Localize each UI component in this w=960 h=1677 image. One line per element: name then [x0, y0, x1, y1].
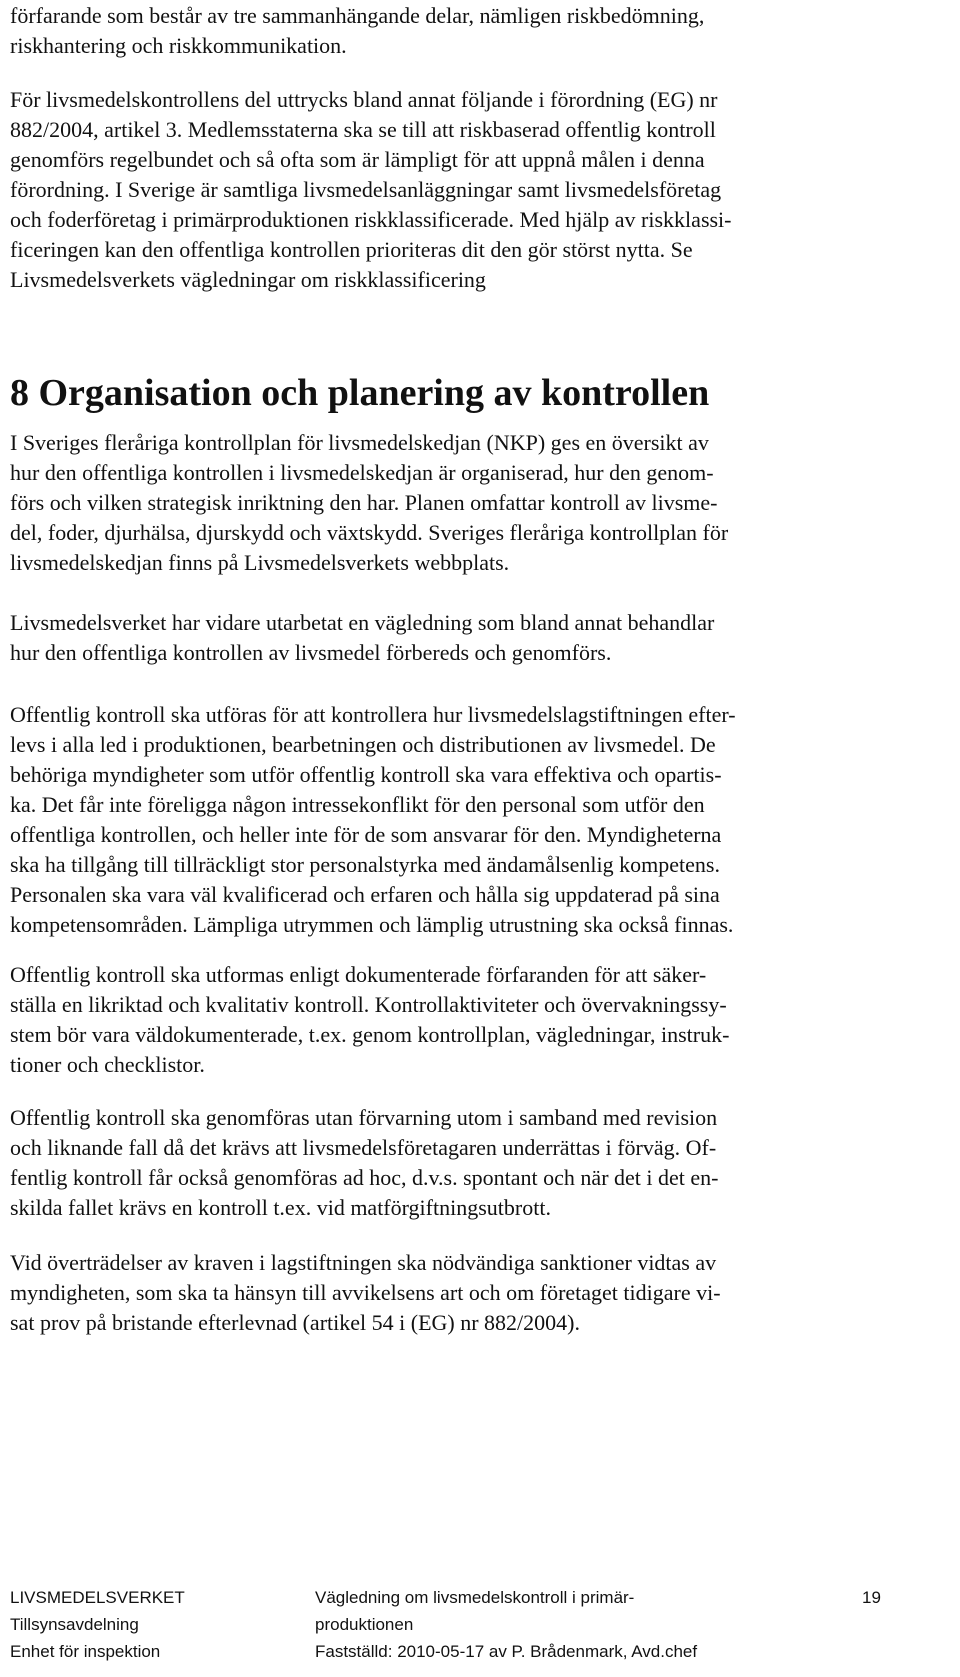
- text-line: Offentlig kontroll ska utföras för att kontrollera hur livsmedelslagstiftningen efter-: [10, 702, 736, 727]
- text-line: förs och vilken strategisk inriktning den har. Planen omfattar kontroll av livsme-: [10, 490, 718, 515]
- footer-department: Tillsynsavdelning: [10, 1615, 139, 1634]
- section-heading: 8 Organisation och planering av kontrollen: [10, 372, 710, 414]
- footer-approval: Fastställd: 2010-05-17 av P. Brådenmark, Avd.chef: [315, 1642, 698, 1661]
- intro-paragraph-main: [10, 85, 900, 295]
- intro-paragraph-top: [10, 1, 900, 61]
- paragraph-sanctions: [10, 1248, 900, 1338]
- text-line: offentliga kontrollen, och heller inte för de som ansvarar för den. Myndigheterna: [10, 822, 722, 847]
- text-line: genomförs regelbundet och så ofta som är lämpligt för att uppnå målen i denna: [10, 147, 705, 172]
- text-line: Vid överträdelser av kraven i lagstiftningen ska nödvändiga sanktioner vidtas av: [10, 1250, 717, 1275]
- text-line: I Sveriges fleråriga kontrollplan för livsmedelskedjan (NKP) ges en översikt av: [10, 430, 709, 455]
- text-line: förfarande som består av tre sammanhängande delar, nämligen riskbedömning,: [10, 3, 705, 28]
- text-line: förordning. I Sverige är samtliga livsmedelsanläggningar samt livsmedelsföretag: [10, 177, 722, 202]
- text-line: behöriga myndigheter som utför offentlig kontroll ska vara effektiva och opartis-: [10, 762, 722, 787]
- footer-org-name: LIVSMEDELSVERKET: [10, 1588, 185, 1607]
- footer-organisation: [10, 1584, 185, 1665]
- text-line: del, foder, djurhälsa, djurskydd och växtskydd. Sveriges fleråriga kontrollplan för: [10, 520, 729, 545]
- text-line: och foderföretag i primärproduktionen riskklassificerade. Med hjälp av riskklassi-: [10, 207, 732, 232]
- text-line: skilda fallet krävs en kontroll t.ex. vid matförgiftningsutbrott.: [10, 1195, 551, 1220]
- paragraph-unannounced-control: [10, 1103, 900, 1223]
- text-line: kompetensområden. Lämpliga utrymmen och lämplig utrustning ska också finnas.: [10, 912, 734, 937]
- text-line: levs i alla led i produktionen, bearbetningen och distributionen av livsmedel. De: [10, 732, 716, 757]
- text-line: Personalen ska vara väl kvalificerad och erfaren och hålla sig uppdaterad på sina: [10, 882, 720, 907]
- paragraph-control-execution: [10, 700, 900, 940]
- text-line: riskhantering och riskkommunikation.: [10, 33, 347, 58]
- text-line: ficeringen kan den offentliga kontrollen prioriteras dit den gör störst nytta. Se: [10, 237, 693, 262]
- footer-doc-title-cont: produktionen: [315, 1615, 414, 1634]
- text-line: ställa en likriktad och kvalitativ kontroll. Kontrollaktiviteter och övervakningssy-: [10, 992, 727, 1017]
- text-line: och liknande fall då det krävs att livsmedelsföretagaren underrättas i förväg. Of-: [10, 1135, 717, 1160]
- text-line: livsmedelskedjan finns på Livsmedelsverkets webbplats.: [10, 550, 510, 575]
- paragraph-documented-procedures: [10, 960, 900, 1080]
- text-line: fentlig kontroll får också genomföras ad hoc, d.v.s. spontant och när det i det en-: [10, 1165, 719, 1190]
- text-line: ska ha tillgång till tillräckligt stor personalstyrka med ändamålsenlig kompetens.: [10, 852, 720, 877]
- text-line: hur den offentliga kontrollen i livsmedelskedjan är organiserad, hur den genom-: [10, 460, 714, 485]
- footer-doc-title: Vägledning om livsmedelskontroll i primär-: [315, 1588, 635, 1607]
- text-line: Offentlig kontroll ska genomföras utan förvarning utom i samband med revision: [10, 1105, 718, 1130]
- text-line: För livsmedelskontrollens del uttrycks bland annat följande i förordning (EG) nr: [10, 87, 718, 112]
- text-line: Livsmedelsverket har vidare utarbetat en vägledning som bland annat behandlar: [10, 610, 715, 635]
- text-line: 882/2004, artikel 3. Medlemsstaterna ska se till att riskbaserad offentlig kontroll: [10, 117, 716, 142]
- text-line: ka. Det får inte föreligga någon intressekonflikt för den personal som utför den: [10, 792, 705, 817]
- paragraph-guidance: [10, 608, 900, 668]
- text-line: myndigheten, som ska ta hänsyn till avvikelsens art och om företaget tidigare vi-: [10, 1280, 721, 1305]
- footer-page-number: 19: [862, 1588, 881, 1607]
- paragraph-nkp: [10, 428, 900, 578]
- footer-document-info: [315, 1584, 697, 1665]
- text-line: sat prov på bristande efterlevnad (artikel 54 i (EG) nr 882/2004).: [10, 1310, 580, 1335]
- text-line: Livsmedelsverkets vägledningar om riskklassificering: [10, 267, 486, 292]
- text-line: Offentlig kontroll ska utformas enligt dokumenterade förfaranden för att säker-: [10, 962, 707, 987]
- text-line: stem bör vara väldokumenterade, t.ex. genom kontrollplan, vägledningar, instruk-: [10, 1022, 730, 1047]
- text-line: hur den offentliga kontrollen av livsmedel förbereds och genomförs.: [10, 640, 612, 665]
- text-line: tioner och checklistor.: [10, 1052, 205, 1077]
- footer-unit: Enhet för inspektion: [10, 1642, 161, 1661]
